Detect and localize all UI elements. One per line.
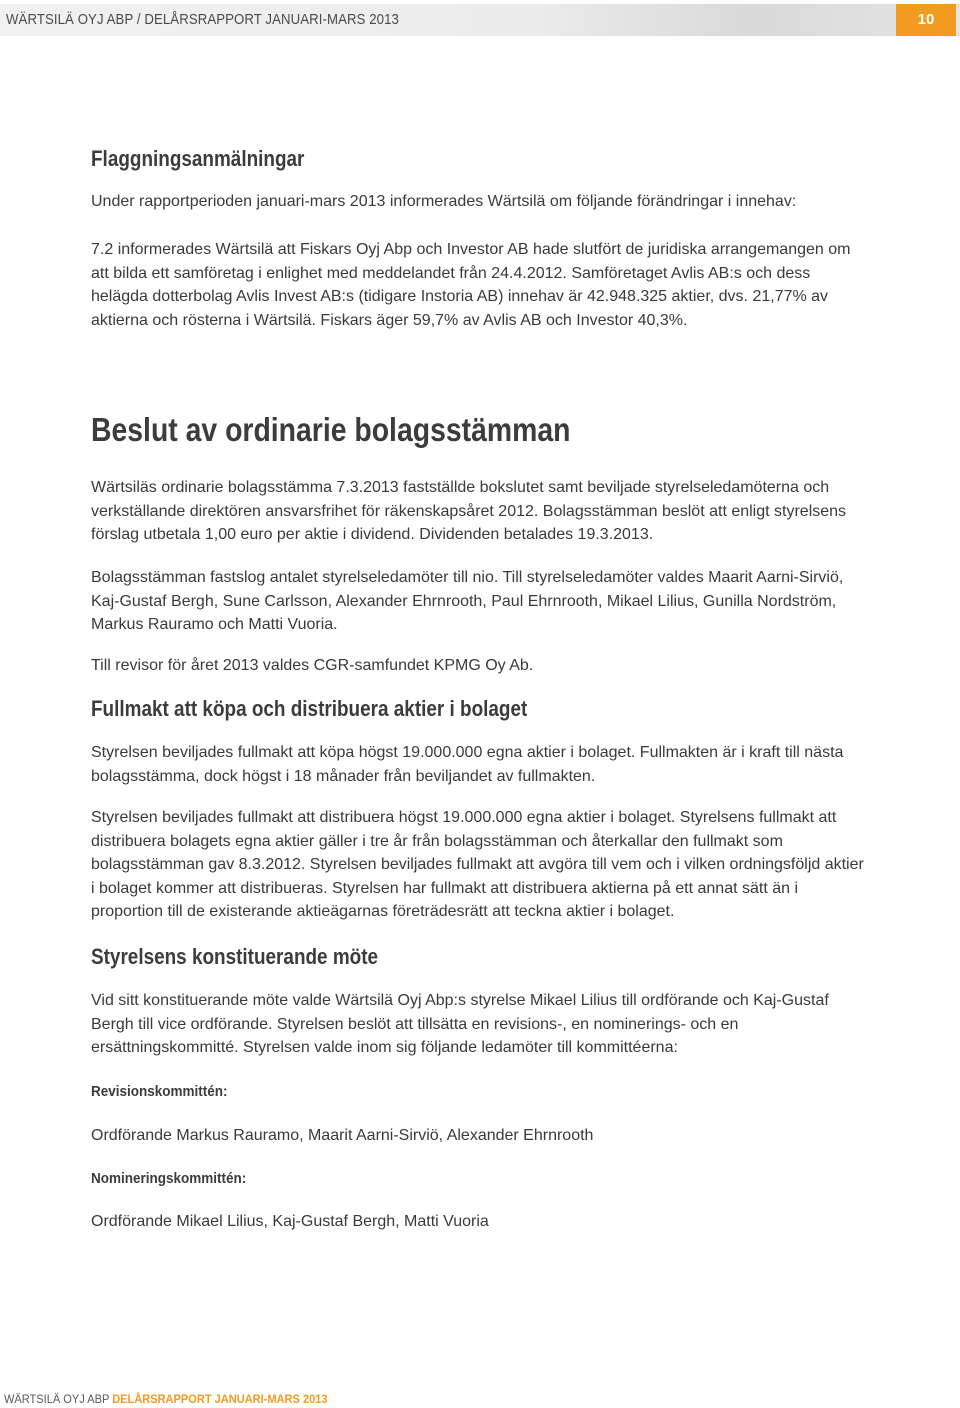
beslut-paragraph-2: Bolagsstämman fastslog antalet styrelseledamöter till nio. Till styrelseledamöter valdes Maarit Aarni-Sirviö, Kaj-Gustaf Bergh, Sune Carlsson, Alexander Ehrnrooth, Paul Ehrnrooth, Mikael Lilius, Gunilla Nordström, Markus Rauramo och Matti Vuoria. (91, 569, 844, 633)
heading-fullmakt: Fullmakt att köpa och distribuera aktier i bolaget (91, 696, 528, 721)
beslut-paragraph-3: Till revisor för året 2013 valdes CGR-samfundet KPMG Oy Ab. (91, 657, 534, 674)
footer-company: WÄRTSILÄ OYJ ABP (4, 1392, 110, 1406)
heading-revisionskommitten: Revisionskommittén: (91, 1083, 228, 1100)
fullmakt-paragraph-2: Styrelsen beviljades fullmakt att distribuera högst 19.000.000 egna aktier i bolaget. Styrelsens fullmakt att distribuera bolagets egna aktier gäller i tre år från bolagsstämman och återkallar den fullmakt som bolagsstämman gav 8.3.2012. Styrelsen beviljades fullmakt att avgöra till vem och i vilken ordningsföljd aktier i bolaget kommer att distribueras. Styrelsen har fullmakt att distribuera aktierna på ett annat sätt än i proportion till de existerande aktieägarnas företrädesrätt att teckna aktier i bolaget. (91, 809, 864, 920)
flaggning-body: 7.2 informerades Wärtsilä att Fiskars Oyj Abp och Investor AB hade slutfört de juridiska arrangemangen om att bilda ett samföretag i enlighet med meddelandet från 24.4.2012. Samföretaget Avlis AB:s och dess helägda dotterbolag Avlis Invest AB:s (tidigare Instoria AB) innehav är 42.948.325 aktier, dvs. 21,77% av aktierna och rösterna i Wärtsilä. Fiskars äger 59,7% av Avlis AB och Investor 40,3%. (91, 241, 851, 329)
nomineringskommitten-members: Ordförande Mikael Lilius, Kaj-Gustaf Bergh, Matti Vuoria (91, 1213, 489, 1230)
page-number-badge: 10 (896, 4, 956, 36)
footer-report-title: DELÅRSRAPPORT JANUARI-MARS 2013 (112, 1392, 328, 1406)
heading-nomineringskommitten: Nomineringskommittén: (91, 1170, 247, 1187)
document-title: WÄRTSILÄ OYJ ABP / DELÅRSRAPPORT JANUARI-MARS 2013 (6, 11, 399, 28)
konstituerande-paragraph: Vid sitt konstituerande möte valde Wärtsilä Oyj Abp:s styrelse Mikael Lilius till ordförande och Kaj-Gustaf Bergh till vice ordförande. Styrelsen beslöt att tillsätta en revisions-, en nominerings- och en ersättningskommitté. Styrelsen valde inom sig följande ledamöter till kommittéerna: (91, 992, 829, 1056)
page-footer (4, 1392, 328, 1406)
heading-beslut: Beslut av ordinarie bolagsstämman (91, 411, 571, 448)
fullmakt-paragraph-1: Styrelsen beviljades fullmakt att köpa högst 19.000.000 egna aktier i bolaget. Fullmakten är i kraft till nästa bolagsstämma, dock högst i 18 månader från beviljandet av fullmakten. (91, 744, 844, 785)
revisionskommitten-members: Ordförande Markus Rauramo, Maarit Aarni-Sirviö, Alexander Ehrnrooth (91, 1127, 594, 1144)
header-bar (0, 4, 960, 36)
beslut-paragraph-1: Wärtsiläs ordinarie bolagsstämma 7.3.2013 fastställde bokslutet samt beviljade styrelseledamöterna och verkställande direktören ansvarsfrihet för räkenskapsåret 2012. Bolagsstämman beslöt att enligt styrelsens förslag utbetala 1,00 euro per aktie i dividend. Dividenden betalades 19.3.2013. (91, 479, 847, 543)
heading-konstituerande: Styrelsens konstituerande möte (91, 944, 379, 969)
heading-flaggningsanmalningar: Flaggningsanmälningar (91, 146, 305, 171)
flaggning-intro: Under rapportperioden januari-mars 2013 informerades Wärtsilä om följande förändringar i innehav: (91, 193, 797, 210)
